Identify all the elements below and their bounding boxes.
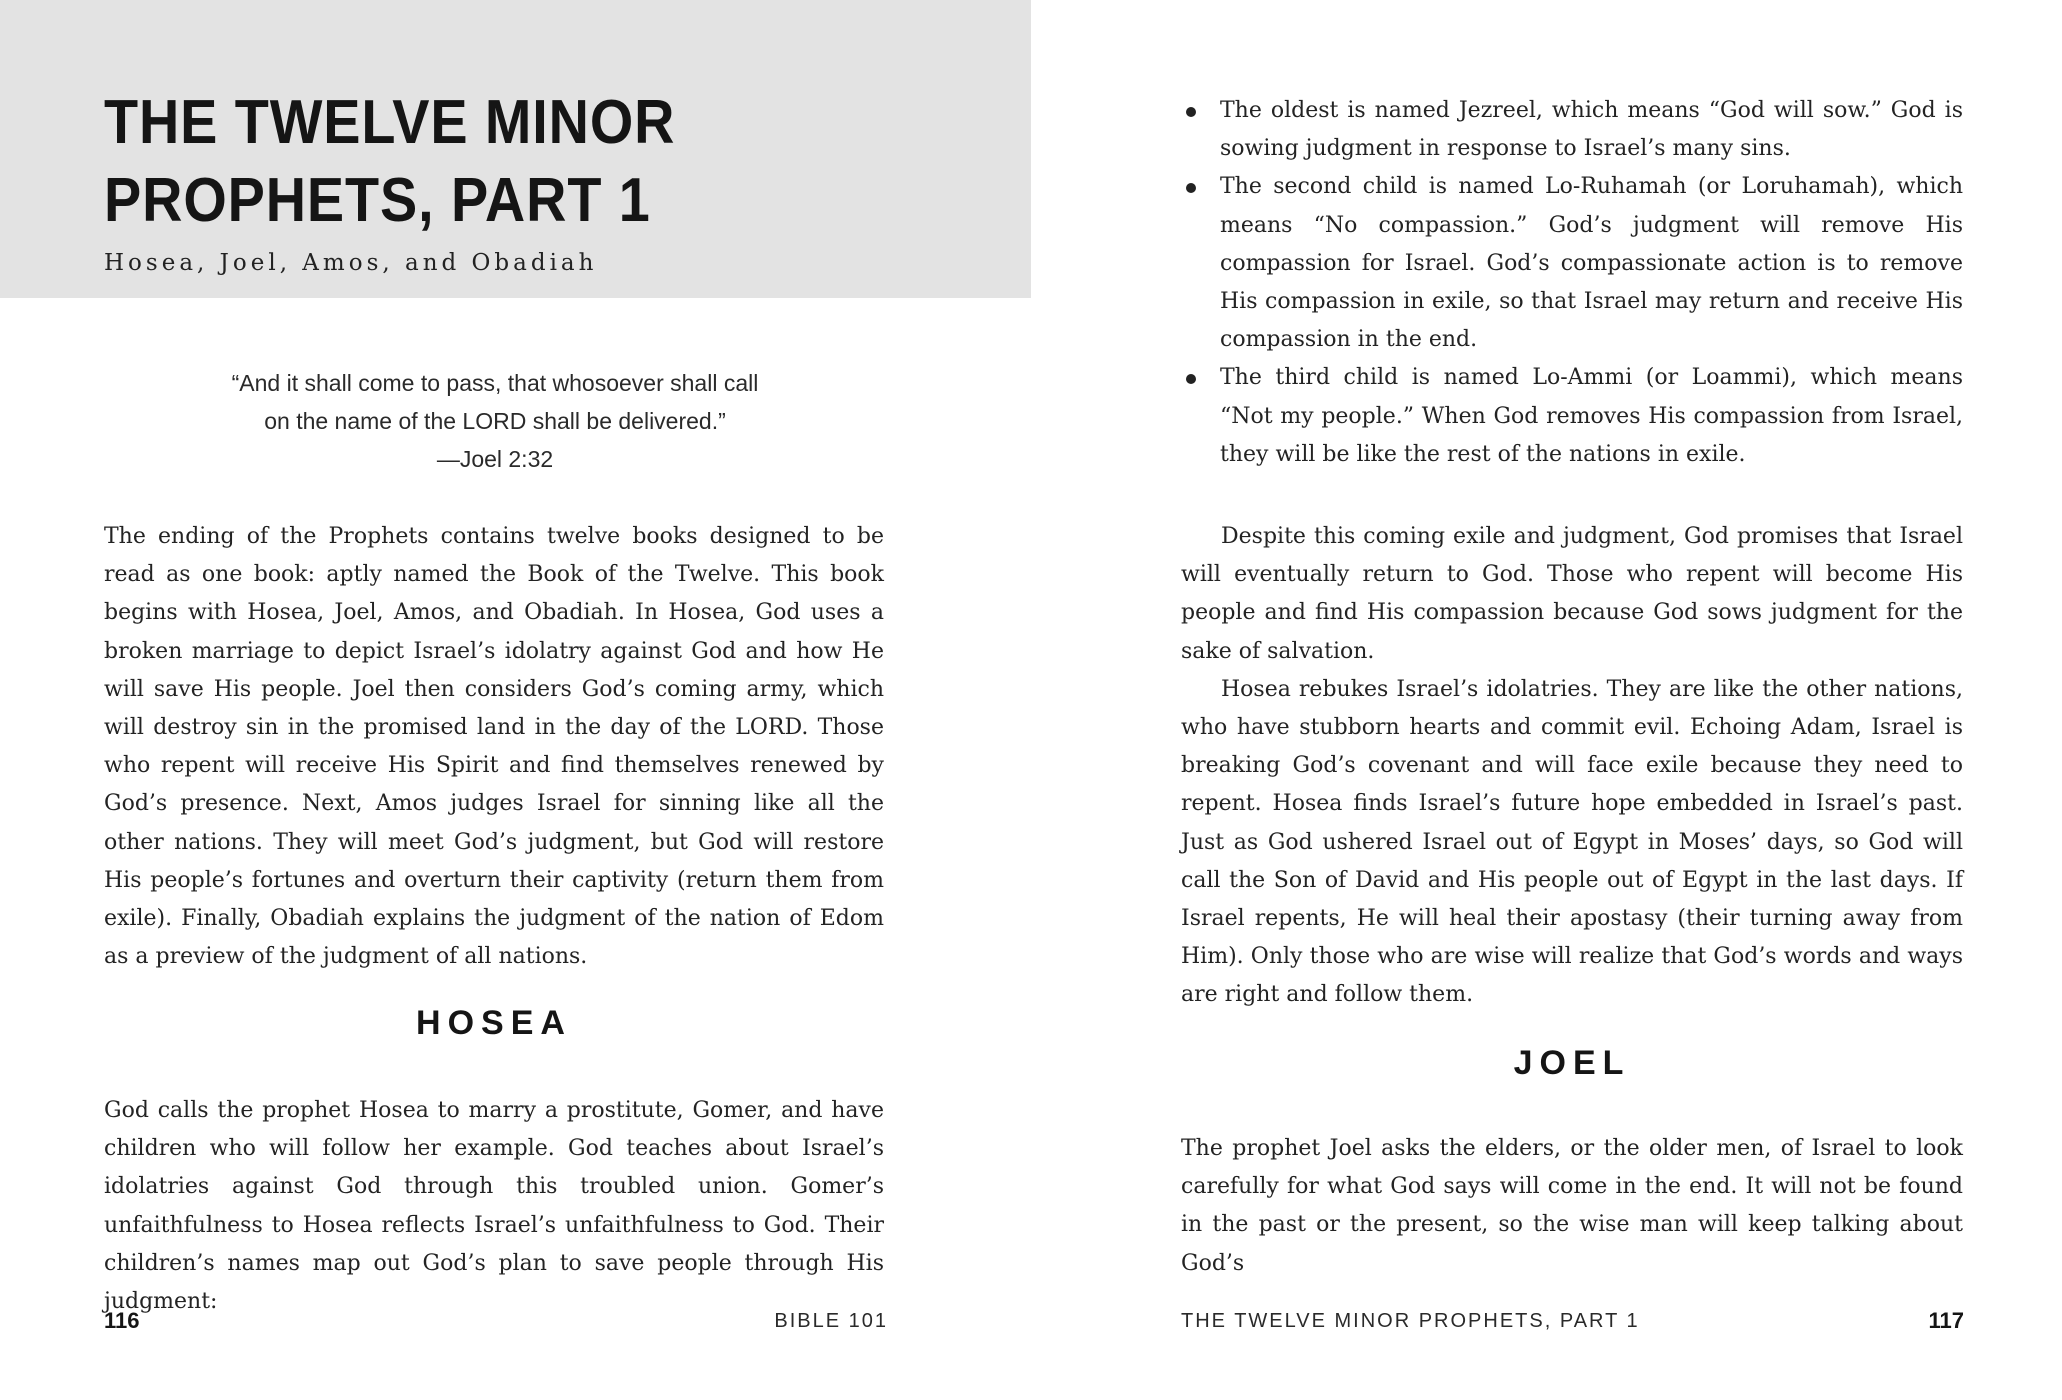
chapter-title: THE TWELVE MINOR PROPHETS, PART 1: [104, 88, 676, 235]
running-head-right: THE TWELVE MINOR PROPHETS, PART 1: [1181, 1310, 1640, 1332]
epigraph-line-2: on the name of the LORD shall be delivered.”: [264, 408, 726, 434]
joel-paragraph: The prophet Joel asks the elders, or the older men, of Israel to look carefully for what God says will come in the end. It will not be found in the past or the present, so the wise man will keep talking about God’s: [1181, 1136, 1963, 1276]
paragraph-exile-promise: Despite this coming exile and judgment, God promises that Israel will eventually return to God. Those who repent will become His people and find His compassion because God sows judgment for the sake of salvation.: [1181, 524, 1963, 664]
intro-paragraph: The ending of the Prophets contains twelve books designed to be read as one book: aptly named the Book of the Twelve. This book begins with Hosea, Joel, Amos, and Obadiah. In Hosea, God uses a broken marriage to depict Israel’s idolatry against God and how He will save His people. Joel then considers God’s coming army, which will destroy sin in the promised land in the day of the LORD. Those who repent will receive His Spirit and find themselves renewed by God’s presence. Next, Amos judges Israel for sinning like all the other nations. They will meet God’s judgment, but God will restore His people’s fortunes and overturn their captivity (return them from exile). Finally, Obadiah explains the judgment of the nation of Edom as a preview of the judgment of all nations.: [104, 524, 884, 970]
chapter-subtitle: Hosea, Joel, Amos, and Obadiah: [104, 250, 598, 276]
running-head-left: BIBLE 101: [774, 1310, 888, 1332]
page-number-right: 117: [1928, 1308, 1964, 1333]
hosea-paragraph-block: [104, 1092, 884, 1321]
children-names-list: [1181, 92, 1963, 474]
section-heading-joel: JOEL: [1513, 1044, 1631, 1082]
joel-paragraph-block: [1181, 1130, 1963, 1283]
list-item: The third child is named Lo-Ammi (or Loammi), which means “Not my people.” When God removes His compassion from Israel, they will be like the rest of the nations in exile.: [1181, 359, 1963, 474]
hosea-paragraph: God calls the prophet Hosea to marry a prostitute, Gomer, and have children who will follow her example. God teaches about Israel’s idolatries against God through this troubled union. Gomer’s unfaithfulness to Hosea reflects Israel’s unfaithfulness to God. Their children’s names map out God’s plan to save people through His judgment:: [104, 1098, 884, 1315]
intro-paragraph-block: [104, 518, 884, 976]
page-number-left: 116: [104, 1308, 140, 1333]
paragraph-idolatries: Hosea rebukes Israel’s idolatries. They are like the other nations, who have stubborn hearts and commit evil. Echoing Adam, Israel is breaking God’s covenant and will face exile because they need to repent. Hosea finds Israel’s future hope embedded in Israel’s past. Just as God ushered Israel out of Egypt in Moses’ days, so God will call the Son of David and His people out of Egypt in the last days. If Israel repents, He will heal their apostasy (their turning away from Him). Only those who are wise will realize that God’s words and ways are right and follow them.: [1181, 676, 1963, 1008]
list-item: The second child is named Lo-Ruhamah (or Loruhamah), which means “No compassion.” God’s judgment will remove His compassion for Israel. God’s compassionate action is to remove His compassion in exile, so that Israel may return and receive His compassion in the end.: [1181, 168, 1963, 359]
section-heading-hosea: HOSEA: [416, 1004, 572, 1042]
epigraph: [200, 364, 790, 478]
list-item: The oldest is named Jezreel, which means “God will sow.” God is sowing judgment in response to Israel’s many sins.: [1181, 92, 1963, 168]
hosea-continued-block: [1181, 518, 1963, 1015]
epigraph-line-1: “And it shall come to pass, that whosoever shall call: [231, 370, 759, 396]
epigraph-citation: —Joel 2:32: [436, 446, 554, 472]
